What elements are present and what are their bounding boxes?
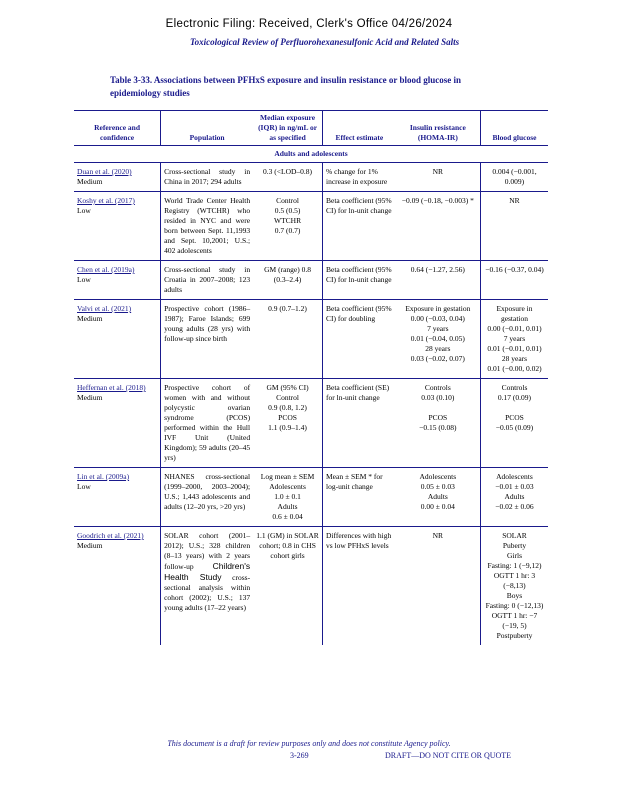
table-row [74, 163, 548, 192]
confidence-label: Medium [77, 541, 103, 550]
confidence-label: Low [77, 206, 91, 215]
glucose-cell: Adolescents −0.01 ± 0.03 Adults −0.02 ± 0.06 [480, 468, 548, 527]
reference-link[interactable]: Lin et al. (2009a) [77, 472, 130, 481]
effect-cell: Beta coefficient (95% CI) for ln-unit change [323, 261, 396, 300]
confidence-label: Medium [77, 177, 103, 186]
glucose-cell: −0.16 (−0.37, 0.04) [480, 261, 548, 300]
exposure-cell: Log mean ± SEM Adolescents 1.0 ± 0.1 Adults 0.6 ± 0.04 [253, 468, 322, 527]
insulin-cell: −0.09 (−0.18, −0.003) * [396, 192, 481, 261]
reference-link[interactable]: Valvi et al. (2021) [77, 304, 132, 313]
confidence-label: Low [77, 482, 91, 491]
glucose-cell: Exposure in gestation 0.00 (−0.01, 0.01) 7 years 0.01 (−0.01, 0.01) 28 years 0.01 (−0.00, 0.02) [480, 300, 548, 379]
page-number: 3-269 [290, 751, 309, 760]
reference-link[interactable]: Duan et al. (2020) [77, 167, 132, 176]
insulin-cell: NR [396, 163, 481, 192]
col-header-exposure: Median exposure (IQR) in ng/mL or as specified [253, 111, 322, 146]
population-cell: NHANES cross-sectional (1999–2000, 2003–2004); U.S.; 1,443 adolescents and adults (12–20 yrs, >20 yrs) [161, 468, 254, 527]
population-cell: Cross-sectional study in China in 2017; 294 adults [161, 163, 254, 192]
col-header-population: Population [161, 111, 254, 146]
confidence-label: Low [77, 275, 91, 284]
table-row [74, 192, 548, 261]
study-name: Children's Health Study [164, 561, 251, 582]
reference-link[interactable]: Koshy et al. (2017) [77, 196, 135, 205]
col-header-glucose: Blood glucose [480, 111, 548, 146]
population-cell: Cross-sectional study in Croatia in 2007–2008; 123 adults [161, 261, 254, 300]
insulin-cell: Controls 0.03 (0.10) PCOS −0.15 (0.08) [396, 379, 481, 468]
exposure-cell: GM (95% CI) Control 0.9 (0.8, 1.2) PCOS 1.1 (0.9–1.4) [253, 379, 322, 468]
population-cell: Prospective cohort of women with and without polycystic ovarian syndrome (PCOS) performed within the Hull IVF Unit (United Kingdom); 59 adults (20–45 yrs) [161, 379, 254, 468]
population-text: cross-sectional analysis within cohort (2002); U.S.; 137 young adults (17–22 years) [164, 573, 251, 612]
glucose-cell: Controls 0.17 (0.09) PCOS −0.05 (0.09) [480, 379, 548, 468]
table-row [74, 527, 548, 646]
effect-cell: Mean ± SEM * for log-unit change [323, 468, 396, 527]
table-caption: Table 3-33. Associations between PFHxS exposure and insulin resistance or blood glucose in epidemiology studies [110, 75, 461, 98]
effect-cell: Beta coefficient (95% CI) for ln-unit change [323, 192, 396, 261]
data-table [74, 110, 548, 645]
col-header-effect: Effect estimate [323, 111, 396, 146]
reference-link[interactable]: Goodrich et al. (2021) [77, 531, 144, 540]
footer-disclaimer: This document is a draft for review purposes only and does not constitute Agency policy. [167, 739, 451, 748]
effect-cell: Beta coefficient (95% CI) for doubling [323, 300, 396, 379]
population-cell: World Trade Center Health Registry (WTCHR) who resided in NYC and were born between Sept. 11,1993 and Sept. 10,2001; U.S.; 402 adolescents [161, 192, 254, 261]
effect-cell: Beta coefficient (SE) for ln-unit change [323, 379, 396, 468]
insulin-cell: 0.64 (−1.27, 2.56) [396, 261, 481, 300]
population-cell: Prospective cohort (1986–1987); Faroe Islands; 699 young adults (28 yrs) with follow-up since birth [161, 300, 254, 379]
table-row [74, 379, 548, 468]
exposure-cell: 1.1 (GM) in SOLAR cohort; 0.8 in CHS cohort girls [256, 531, 319, 560]
effect-cell: Differences with high vs low PFHxS levels [323, 527, 396, 646]
insulin-cell: NR [396, 527, 481, 646]
insulin-cell: Exposure in gestation 0.00 (−0.03, 0.04) 7 years 0.01 (−0.04, 0.05) 28 years 0.03 (−0.02, 0.07) [396, 300, 481, 379]
reference-link[interactable]: Heffernan et al. (2018) [77, 383, 146, 392]
glucose-cell: NR [480, 192, 548, 261]
table-row [74, 468, 548, 527]
table-row [74, 300, 548, 379]
exposure-cell: 0.9 (0.7–1.2) [253, 300, 322, 379]
draft-notice: DRAFT—DO NOT CITE OR QUOTE [385, 751, 512, 760]
exposure-cell: 0.3 (<LOD–0.8) [253, 163, 322, 192]
col-header-insulin: Insulin resistance (HOMA-IR) [396, 111, 481, 146]
reference-link[interactable]: Chen et al. (2019a) [77, 265, 135, 274]
confidence-label: Medium [77, 314, 103, 323]
section-label: Adults and adolescents [74, 146, 548, 163]
insulin-cell: Adolescents 0.05 ± 0.03 Adults 0.00 ± 0.04 [396, 468, 481, 527]
table-row [74, 261, 548, 300]
exposure-cell: Control 0.5 (0.5) WTCHR 0.7 (0.7) [253, 192, 322, 261]
col-header-reference: Reference and confidence [74, 111, 161, 146]
population-text: SOLAR cohort (2001–2012); U.S.; 328 children (8–13 years) with 2 years follow-up [164, 531, 251, 571]
document-subtitle: Toxicological Review of Perfluorohexanesulfonic Acid and Related Salts [190, 37, 460, 47]
filing-stamp: Electronic Filing: Received, Clerk's Office 04/26/2024 [165, 18, 453, 30]
confidence-label: Medium [77, 393, 103, 402]
exposure-cell: GM (range) 0.8 (0.3–2.4) [253, 261, 322, 300]
population-cell [161, 527, 254, 646]
glucose-cell: 0.004 (−0.001, 0.009) [480, 163, 548, 192]
effect-cell: % change for 1% increase in exposure [323, 163, 396, 192]
glucose-cell: SOLAR Puberty Girls Fasting: 1 (−9,12) OGTT 1 hr: 3 (−8,13) Boys Fasting: 0 (−12,13) OGTT 1 hr: −7 (−19, 5) Postpuberty [485, 531, 544, 640]
